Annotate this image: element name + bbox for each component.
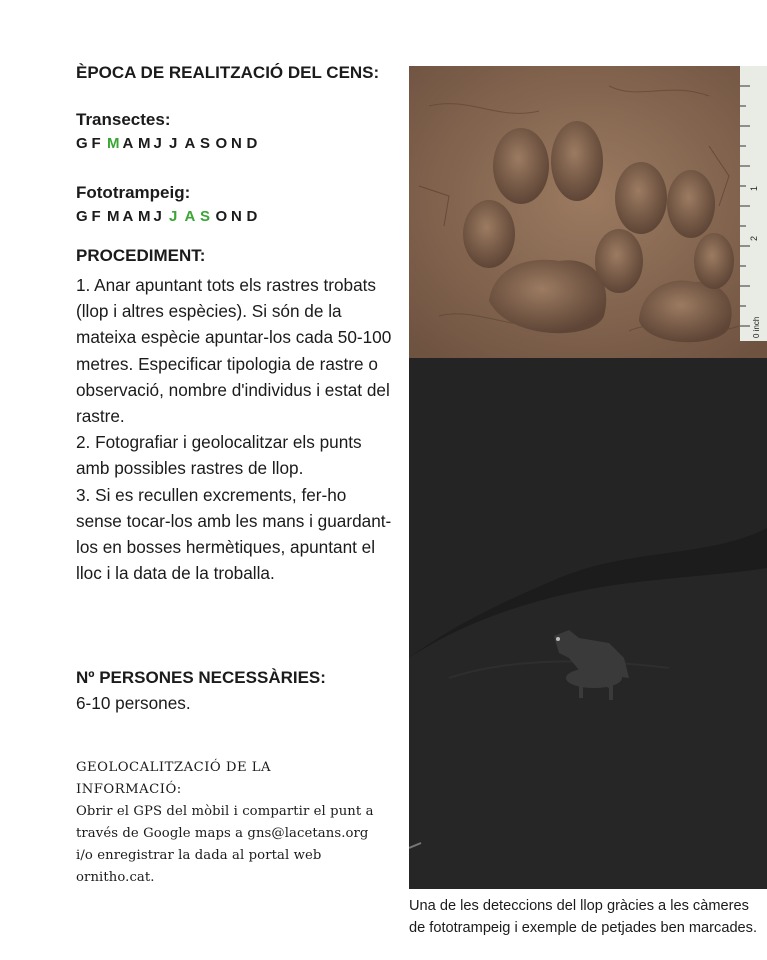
month-transectes-5: J bbox=[153, 135, 162, 152]
month-fototrampeig-10: N bbox=[231, 208, 242, 225]
geolocalitzacio-title: GEOLOCALITZACIÓ DE LA INFORMACIÓ: bbox=[76, 760, 272, 797]
ruler-mark: 1 bbox=[749, 185, 759, 191]
geolocalitzacio-block bbox=[76, 757, 376, 889]
transectes-title: Transectes: bbox=[76, 110, 171, 129]
month-transectes-11: D bbox=[246, 135, 258, 152]
procediment-step: 3. Si es recullen excrements, fer-ho sense tocar-los amb les mans i guardant-los en bosses hermètiques, apuntant el lloc i la data de la troballa. bbox=[76, 484, 392, 584]
month-transectes-3: A bbox=[122, 135, 134, 152]
camera-trap-photo bbox=[409, 358, 767, 889]
procediment-title: PROCEDIMENT: bbox=[76, 246, 206, 265]
month-fototrampeig-11: D bbox=[246, 208, 258, 225]
month-fototrampeig-6: J bbox=[169, 208, 178, 225]
geolocalitzacio-text: Obrir el GPS del mòbil i compartir el punt a través de Google maps a gns@lacetans.org i/o enregistrar la dada al portal web ornitho.cat. bbox=[76, 804, 374, 885]
month-fototrampeig-2: M bbox=[107, 208, 120, 225]
month-fototrampeig-5: J bbox=[153, 208, 162, 225]
ruler-label: 0 inch bbox=[752, 316, 761, 338]
month-fototrampeig-1: F bbox=[91, 208, 101, 225]
photo-caption: Una de les deteccions del llop gràcies a les càmeres de fototrampeig i exemple de petjades ben marcades. bbox=[409, 898, 758, 936]
month-transectes-0: G bbox=[76, 135, 88, 152]
month-fototrampeig-9: O bbox=[215, 208, 228, 225]
transectes-months bbox=[76, 135, 262, 152]
month-fototrampeig-0: G bbox=[76, 208, 88, 225]
procediment-step: 1. Anar apuntant tots els rastres trobats (llop i altres espècies). Si són de la mateixa espècie apuntar-los cada 50-100 metres. Especificar tipologia de rastre o observació, nombre d'individus i estat del rastre. bbox=[76, 275, 392, 427]
procediment-steps bbox=[76, 272, 394, 586]
wolf-paw-print-photo bbox=[409, 66, 767, 358]
persones-value: 6-10 persones. bbox=[76, 693, 191, 713]
month-transectes-4: M bbox=[138, 135, 151, 152]
ruler-mark: 2 bbox=[749, 235, 759, 241]
fototrampeig-months bbox=[76, 208, 262, 225]
procediment-step: 2. Fotografiar i geolocalitzar els punts amb possibles rastres de llop. bbox=[76, 432, 362, 479]
month-transectes-9: O bbox=[215, 135, 228, 152]
fototrampeig-title: Fototrampeig: bbox=[76, 183, 191, 202]
persones-title: Nº PERSONES NECESSÀRIES: bbox=[76, 668, 326, 687]
month-transectes-10: N bbox=[231, 135, 242, 152]
month-fototrampeig-7: A bbox=[184, 208, 196, 225]
epoca-title: ÈPOCA DE REALITZACIÓ DEL CENS: bbox=[76, 63, 380, 82]
month-transectes-2: M bbox=[107, 135, 120, 152]
month-transectes-6: J bbox=[169, 135, 178, 152]
month-transectes-1: F bbox=[91, 135, 101, 152]
month-transectes-8: S bbox=[200, 135, 211, 152]
month-fototrampeig-8: S bbox=[200, 208, 211, 225]
month-fototrampeig-4: M bbox=[138, 208, 151, 225]
month-transectes-7: A bbox=[184, 135, 196, 152]
month-fototrampeig-3: A bbox=[122, 208, 134, 225]
